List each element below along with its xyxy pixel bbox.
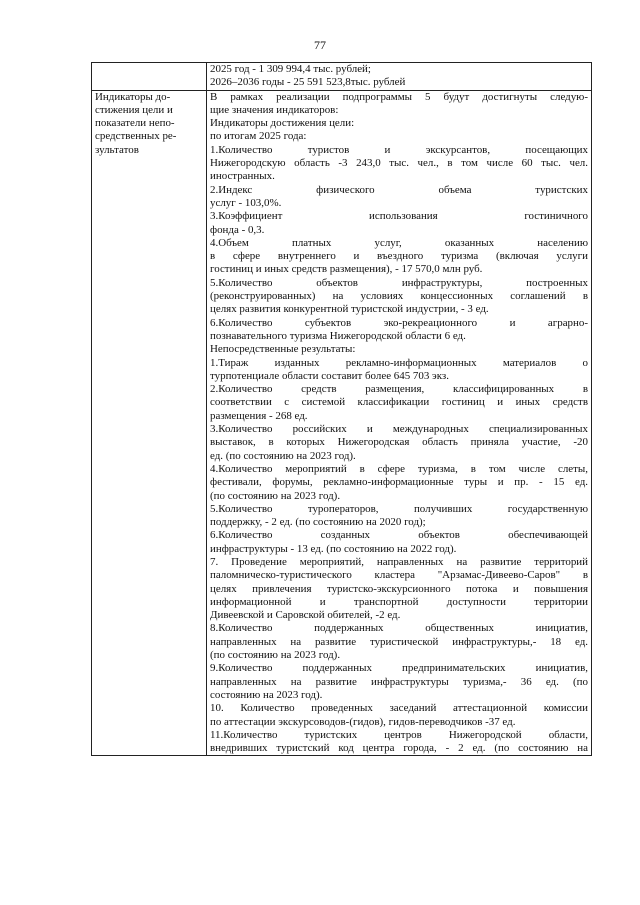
indicators-content-line: 10. Количество проведенных заседаний аттестационной комиссии bbox=[210, 702, 588, 715]
indicators-content-line: 2.Индекс физического объема туристских bbox=[210, 183, 588, 196]
indicators-content-line: 8.Количество поддержанных общественных инициатив, bbox=[210, 622, 588, 635]
table-row-funding bbox=[92, 63, 592, 91]
indicators-content-line: (по состоянию на 2023 год). bbox=[210, 649, 341, 662]
indicators-content-line: 4.Объем платных услуг, оказанных населению bbox=[210, 236, 588, 249]
indicators-content-line: направленных на развитие инфраструктуры туризма,- 36 ед. (по bbox=[210, 675, 588, 688]
indicators-content-line: иностранных. bbox=[210, 170, 275, 183]
indicators-label-line: средственных ре- bbox=[95, 130, 177, 143]
indicators-content-line: по аттестации экскурсоводов-(гидов), гидов-переводчиков -37 ед. bbox=[210, 715, 516, 728]
indicators-content-line: 3.Коэффициент использования гостиничного bbox=[210, 210, 588, 223]
indicators-content-line: направленных на развитие туристической инфраструктуры,- 18 ед. bbox=[210, 635, 588, 648]
indicators-content-line: целях развития конкурентной туристской индустрии, - 3 ед. bbox=[210, 303, 489, 316]
indicators-content-cell bbox=[207, 90, 592, 756]
indicators-content-line: 6.Количество субъектов эко-рекреационного и аграрно- bbox=[210, 316, 588, 329]
indicators-content-line: 1.Количество туристов и экскурсантов, посещающих bbox=[210, 143, 588, 156]
page-number: 77 bbox=[314, 38, 326, 52]
indicators-content-line: 2.Количество средств размещения, классифицированных в bbox=[210, 383, 588, 396]
indicators-label-cell bbox=[92, 90, 207, 756]
indicators-label-line: стижения цели и bbox=[95, 103, 173, 116]
indicators-content-line: паломническо-туристического кластера "Арзамас-Дивеево-Саров" в bbox=[210, 569, 588, 582]
indicators-content-line: фонда - 0,3. bbox=[210, 223, 265, 236]
indicators-content-line: ед. (по состоянию на 2023 год). bbox=[210, 449, 356, 462]
indicators-content-line: услуг - 103,0%. bbox=[210, 196, 282, 209]
indicators-content-line: информационной и транспортной доступности территории bbox=[210, 595, 588, 608]
indicators-content-line: 11.Количество туристских центров Нижегородской области, bbox=[210, 728, 588, 741]
funding-line-2025: 2025 год - 1 309 994,4 тыс. рублей; bbox=[210, 63, 371, 75]
indicators-content-line: размещения - 268 ед. bbox=[210, 409, 308, 422]
indicators-content-line: Дивеевской и Саровской обителей, -2 ед. bbox=[210, 609, 401, 622]
indicators-content-line: турпотенциале области составит более 645 703 экз. bbox=[210, 369, 449, 382]
indicators-content-line: фестивали, форумы, рекламно-информационные туры и пр. - 15 ед. bbox=[210, 476, 588, 489]
indicators-content-line: состоянию на 2023 год). bbox=[210, 688, 323, 701]
indicators-content-line: внедривших туристский код центра города, - 2 ед. (по состоянию на bbox=[210, 742, 588, 755]
indicators-content-line: Индикаторы достижения цели: bbox=[210, 117, 355, 130]
indicators-content-line: (по состоянию на 2023 год). bbox=[210, 489, 341, 502]
indicators-content-line: поддержку, - 2 ед. (по состоянию на 2020 год); bbox=[210, 516, 426, 529]
funding-label-cell bbox=[92, 63, 207, 91]
indicators-content-line: целях привлечения туристско-экскурсионного потока и повышения bbox=[210, 582, 588, 595]
table-row-indicators bbox=[92, 90, 592, 756]
indicators-content-line: соответствии с системой классификации гостиниц и иных средств bbox=[210, 396, 588, 409]
indicators-content-line: 7. Проведение мероприятий, направленных на развитие территорий bbox=[210, 555, 588, 568]
indicators-content-line: 1.Тираж изданных рекламно-информационных материалов о bbox=[210, 356, 588, 369]
indicators-content-line: 3.Количество российских и международных специализированных bbox=[210, 423, 588, 436]
indicators-content-line: в сфере внутреннего и въездного туризма (включая услуги bbox=[210, 250, 588, 263]
indicators-content-line: щие значения индикаторов: bbox=[210, 103, 339, 116]
indicators-content-line: Нижегородскую область -3 243,0 тыс. чел., в том числе 60 тыс. чел. bbox=[210, 157, 588, 170]
indicators-content-line: Непосредственные результаты: bbox=[210, 343, 356, 356]
indicators-content-line: В рамках реализации подпрограммы 5 будут достигнуты следую- bbox=[210, 90, 588, 103]
indicators-content-line: гостиниц и иных средств размещения), - 17 570,0 млн руб. bbox=[210, 263, 483, 276]
indicators-content-line: 4.Количество мероприятий в сфере туризма, в том числе слеты, bbox=[210, 462, 588, 475]
program-table bbox=[91, 62, 592, 756]
funding-value-cell bbox=[207, 63, 592, 91]
indicators-content-line: 9.Количество поддержанных предпринимательских инициатив, bbox=[210, 662, 588, 675]
indicators-content-line: (реконструированных) на условиях концессионных соглашений в bbox=[210, 290, 588, 303]
indicators-content-line: выставок, в которых Нижегородская область приняла участие, -20 bbox=[210, 436, 588, 449]
indicators-content-line: 6.Количество созданных объектов обеспечивающей bbox=[210, 529, 588, 542]
indicators-content-line: познавательного туризма Нижегородской области 6 ед. bbox=[210, 329, 466, 342]
funding-line-2026-2036: 2026–2036 годы - 25 591 523,8тыс. рублей bbox=[210, 76, 406, 89]
indicators-label-line: зультатов bbox=[95, 143, 139, 156]
indicators-content-line: инфраструктуры - 13 ед. (по состоянию на 2022 год). bbox=[210, 542, 457, 555]
indicators-label-line: показатели непо- bbox=[95, 117, 175, 130]
indicators-content-line: по итогам 2025 года: bbox=[210, 130, 307, 143]
indicators-content-line: 5.Количество туроператоров, получивших государственную bbox=[210, 502, 588, 515]
indicators-label-line: Индикаторы до- bbox=[95, 90, 171, 103]
indicators-content-line: 5.Количество объектов инфраструктуры, построенных bbox=[210, 276, 588, 289]
